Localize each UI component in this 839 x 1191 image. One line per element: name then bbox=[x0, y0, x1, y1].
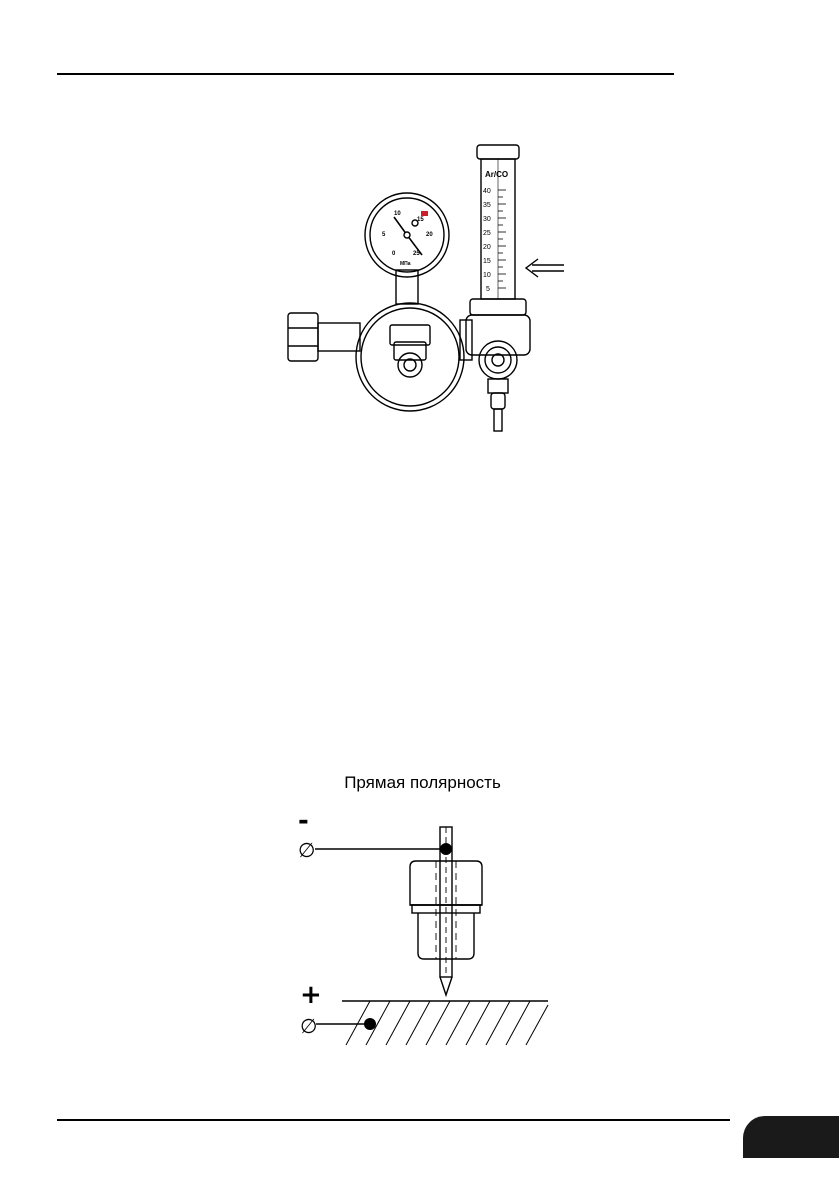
terminal-symbol-top: ∅ bbox=[298, 838, 316, 862]
flow-scale-label: 25 bbox=[483, 230, 491, 237]
gauge-tick-label: 25 bbox=[413, 251, 420, 257]
gauge-redline bbox=[421, 211, 428, 216]
terminal-symbol-bottom: ∅ bbox=[300, 1014, 318, 1038]
gauge-stem bbox=[396, 270, 418, 304]
gauge-tick-label: 5 bbox=[382, 232, 386, 238]
polarity-diagram bbox=[290, 805, 560, 1055]
workpiece-contact-dot bbox=[364, 1018, 376, 1030]
flow-scale-label: 10 bbox=[483, 272, 491, 279]
footer-rule bbox=[57, 1119, 730, 1121]
flow-scale-label: 30 bbox=[483, 216, 491, 223]
electrode-tip bbox=[440, 977, 452, 995]
regulator-body bbox=[356, 303, 464, 411]
gas-label: Ar/CO bbox=[485, 170, 509, 179]
gauge-tick-label: 0 bbox=[392, 251, 396, 257]
plus-sign: + bbox=[300, 980, 322, 1010]
electrode-contact-dot bbox=[440, 843, 452, 855]
minus-sign: - bbox=[298, 806, 309, 836]
flow-scale-label: 15 bbox=[483, 258, 491, 265]
gauge-tick-label: 20 bbox=[426, 232, 433, 238]
page-number-tab bbox=[743, 1116, 839, 1158]
flow-scale-label: 5 bbox=[486, 286, 490, 293]
workpiece-hatching bbox=[346, 1001, 548, 1045]
gas-regulator-illustration bbox=[270, 135, 570, 450]
pointer-arrow bbox=[526, 259, 564, 277]
gauge-unit: МПа bbox=[400, 261, 411, 267]
polarity-caption: Прямая полярность bbox=[344, 773, 501, 792]
flow-scale-label: 20 bbox=[483, 244, 491, 251]
gauge-tick-label: 15 bbox=[417, 217, 424, 223]
flow-scale-label: 35 bbox=[483, 202, 491, 209]
gauge-tick-label: 10 bbox=[394, 211, 401, 217]
header-rule bbox=[57, 73, 674, 75]
flow-scale-label: 40 bbox=[483, 188, 491, 195]
inlet-nut bbox=[288, 313, 360, 361]
